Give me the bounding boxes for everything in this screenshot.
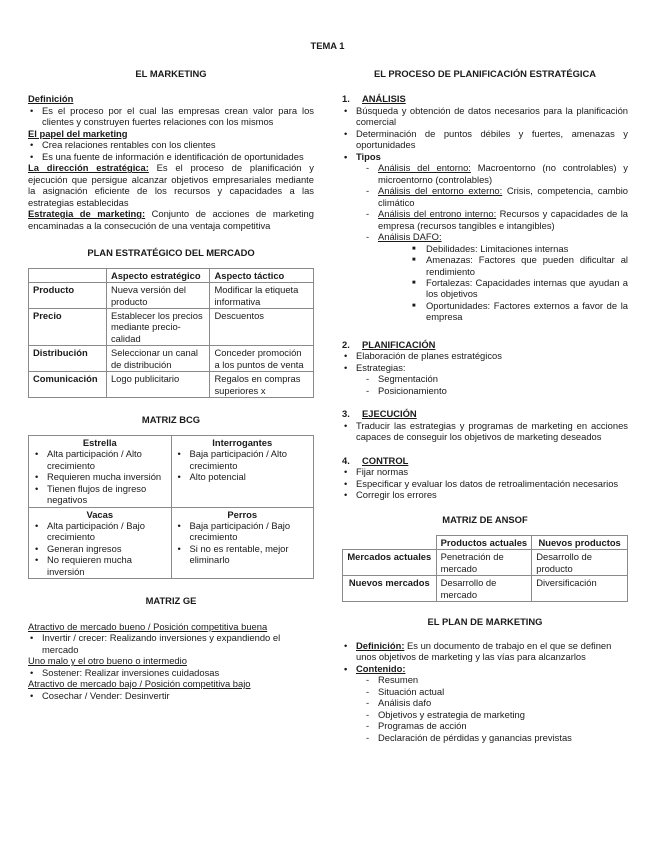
dafo-item: ■ Oportunidades: Factores externos a favor de la empresa <box>342 300 628 323</box>
bcg-vacas-title: Vacas <box>86 508 114 520</box>
list-item: • Baja participación / Bajo crecimiento <box>176 520 310 543</box>
ge-line-1: Atractivo de mercado bueno / Posición competitiva buena <box>28 620 268 632</box>
table-row <box>29 372 314 398</box>
plan-marketing-heading: EL PLAN DE MARKETING <box>427 616 543 628</box>
list-item: - Segmentación <box>342 373 628 384</box>
bcg-perros <box>171 507 314 579</box>
section-title: ANÁLISIS <box>362 93 406 105</box>
plan-row-label: Comunicación <box>29 372 107 398</box>
list-item: • Baja participación / Alto crecimiento <box>176 448 310 471</box>
list-item: - Objetivos y estrategia de marketing <box>342 709 628 720</box>
list-item: - Posicionamiento <box>342 385 628 396</box>
table-row <box>29 308 314 345</box>
tipo-text: Macroentorno (no controlables) y microentorno (controlables) <box>378 162 628 185</box>
list-item: • Requieren mucha inversión <box>33 471 167 482</box>
list-item: • Si no es rentable, mejor eliminarlo <box>176 543 310 566</box>
plan-col-tactico: Aspecto táctico <box>210 268 314 282</box>
ansof-cell: Penetración de mercado <box>436 550 532 576</box>
list-item: • Determinación de puntos débiles y fuertes, amenazas y oportunidades <box>342 128 628 151</box>
list-item: • Corregir los errores <box>342 489 628 500</box>
list-item: • Búsqueda y obtención de datos necesarios para la planificación comercial <box>342 105 628 128</box>
ge-bullet-1: • Invertir / crecer: Realizando inversiones y expandiendo el mercado <box>28 632 314 655</box>
bcg-interrogantes <box>171 435 314 507</box>
plan-row-label: Precio <box>29 308 107 345</box>
ge-bullet-2: • Sostener: Realizar inversiones cuidadosas <box>28 667 314 678</box>
ge-line-3: Atractivo de mercado bajo / Posición competitiva bajo <box>28 678 251 690</box>
plan-mk-def-text: Es un documento de trabajo en el que se definen unos objetivos de marketing y las vías para alcanzarlos <box>356 639 612 663</box>
plan-cell: Establecer los precios mediante precio-calidad <box>106 308 210 345</box>
ansof-col-2: Nuevos productos <box>532 535 628 549</box>
tipo-label: Análisis DAFO: <box>378 231 442 243</box>
bcg-perros-title: Perros <box>227 508 258 520</box>
section-analisis <box>342 93 628 104</box>
plan-cell: Logo publicitario <box>106 372 210 398</box>
table-row <box>343 550 628 576</box>
list-item: - Resumen <box>342 674 628 685</box>
plan-mk-definicion <box>342 640 628 663</box>
bcg-heading: MATRIZ BCG <box>141 414 201 426</box>
list-item: • Tienen flujos de ingreso negativos <box>33 483 167 506</box>
tipo-externo <box>342 185 628 208</box>
ansof-col-1: Productos actuales <box>436 535 532 549</box>
list-item: • Elaboración de planes estratégicos <box>342 350 628 361</box>
direccion-text: Es el proceso de planificación y ejecución que persigue alcanzar objetivos empresariales mediante la asignación eficiente de los recursos y capacidades a las estrategias establecidas <box>28 162 314 208</box>
page-title: TEMA 1 <box>310 40 345 51</box>
ansof-cell: Desarrollo de mercado <box>436 576 532 602</box>
right-column <box>342 68 628 743</box>
section-number: 4. <box>342 454 350 466</box>
papel-bullet-2: • Es una fuente de información e identificación de oportunidades <box>28 151 314 162</box>
ge-line-2: Uno malo y el otro bueno o intermedio <box>28 655 187 667</box>
ansof-row-2: Nuevos mercados <box>343 576 437 602</box>
plan-mk-def-label: Definición: <box>356 639 405 651</box>
plan-row-label: Distribución <box>29 346 107 372</box>
list-item: • Alto potencial <box>176 471 310 482</box>
table-row <box>29 283 314 309</box>
dafo-item: ■ Debilidades: Limitaciones internas <box>342 243 628 254</box>
plan-cell: Seleccionar un canal de distribución <box>106 346 210 372</box>
list-item: • Traducir las estrategias y programas de marketing en acciones capaces de conseguir los objetivos de marketing deseados <box>342 420 628 443</box>
direccion-paragraph <box>28 162 314 208</box>
list-item: - Declaración de pérdidas y ganancias previstas <box>342 732 628 743</box>
section-title: PLANIFICACIÓN <box>362 338 436 350</box>
direccion-label: La dirección estratégica: <box>28 162 149 174</box>
section-title: CONTROL <box>362 454 409 466</box>
bcg-interrogantes-title: Interrogantes <box>212 436 273 448</box>
plan-cell: Nueva versión del producto <box>106 283 210 309</box>
ansof-corner <box>343 535 437 549</box>
marketing-heading: EL MARKETING <box>135 68 207 79</box>
table-row <box>29 346 314 372</box>
tipo-entorno <box>342 162 628 185</box>
papel-bullet-1: • Crea relaciones rentables con los clientes <box>28 139 314 150</box>
ge-bullet-3: • Cosechar / Vender: Desinvertir <box>28 690 314 701</box>
plan-header-row <box>29 268 314 282</box>
list-item: • Generan ingresos <box>33 543 167 554</box>
ge-heading: MATRIZ GE <box>145 595 197 607</box>
proceso-heading: EL PROCESO DE PLANIFICACIÓN ESTRATÉGICA <box>373 68 597 79</box>
list-item: • Estrategias: <box>342 362 628 373</box>
section-planificacion <box>342 339 628 350</box>
plan-heading: PLAN ESTRATÉGICO DEL MERCADO <box>87 247 255 259</box>
table-row <box>29 435 314 507</box>
bcg-vacas <box>29 507 172 579</box>
table-row <box>343 535 628 549</box>
tipo-label: Análisis del entorno externo: <box>378 185 503 197</box>
tipo-interno <box>342 208 628 231</box>
definicion-label: Definición <box>28 93 74 105</box>
left-column <box>28 68 314 701</box>
plan-mk-contenido-label: • Contenido: <box>342 663 628 674</box>
plan-cell: Modificar la etiqueta informativa <box>210 283 314 309</box>
list-item: - Programas de acción <box>342 720 628 731</box>
plan-cell: Descuentos <box>210 308 314 345</box>
estrategia-label: Estrategia de marketing: <box>28 208 146 220</box>
tipos-label: • Tipos <box>342 151 628 162</box>
plan-table <box>28 268 314 399</box>
plan-col-estrategico: Aspecto estratégico <box>106 268 210 282</box>
plan-cell: Conceder promoción a los puntos de venta <box>210 346 314 372</box>
list-item: • Alta participación / Bajo crecimiento <box>33 520 167 543</box>
tipo-label: Análisis del entrono interno: <box>378 208 497 220</box>
ansof-row-1: Mercados actuales <box>343 550 437 576</box>
list-item: • Fijar normas <box>342 466 628 477</box>
tipo-text: Crisis, competencia, cambio climático <box>378 185 628 208</box>
bcg-table <box>28 435 314 580</box>
ansof-table <box>342 535 628 602</box>
list-item: - Análisis dafo <box>342 697 628 708</box>
table-row <box>343 576 628 602</box>
estrategia-text: Conjunto de acciones de marketing encaminadas a la consecución de una ventaja competitiva <box>28 208 314 231</box>
bcg-estrella <box>29 435 172 507</box>
list-item: • Alta participación / Alto crecimiento <box>33 448 167 471</box>
section-number: 2. <box>342 338 350 350</box>
ansof-heading: MATRIZ DE ANSOF <box>442 514 528 526</box>
bcg-estrella-title: Estrella <box>82 436 117 448</box>
plan-corner <box>29 268 107 282</box>
section-ejecucion <box>342 408 628 419</box>
plan-cell: Regalos en compras superiores x <box>210 372 314 398</box>
tipo-dafo <box>342 231 628 242</box>
plan-row-label: Producto <box>29 283 107 309</box>
definicion-bullet: • Es el proceso por el cual las empresas crean valor para los clientes y construyen fuertes relaciones con los mismos <box>28 105 314 128</box>
ansof-cell: Diversificación <box>532 576 628 602</box>
dafo-item: ■ Amenazas: Factores que pueden dificultar al rendimiento <box>342 254 628 277</box>
tipo-label: Análisis del entorno: <box>378 162 471 174</box>
section-number: 3. <box>342 408 350 420</box>
papel-label: El papel del marketing <box>28 127 128 139</box>
list-item: - Situación actual <box>342 686 628 697</box>
estrategia-paragraph <box>28 208 314 231</box>
table-row <box>29 507 314 579</box>
tipo-text: Recursos y capacidades de la empresa (recursos tangibles e intangibles) <box>378 208 628 231</box>
section-title: EJECUCIÓN <box>362 408 417 420</box>
dafo-item: ■ Fortalezas: Capacidades internas que ayudan a los objetivos <box>342 277 628 300</box>
section-number: 1. <box>342 93 350 105</box>
section-control <box>342 455 628 466</box>
list-item: • Especificar y evaluar los datos de retroalimentación necesarios <box>342 478 628 489</box>
list-item: • No requieren mucha inversión <box>33 554 167 577</box>
ansof-cell: Desarrollo de producto <box>532 550 628 576</box>
